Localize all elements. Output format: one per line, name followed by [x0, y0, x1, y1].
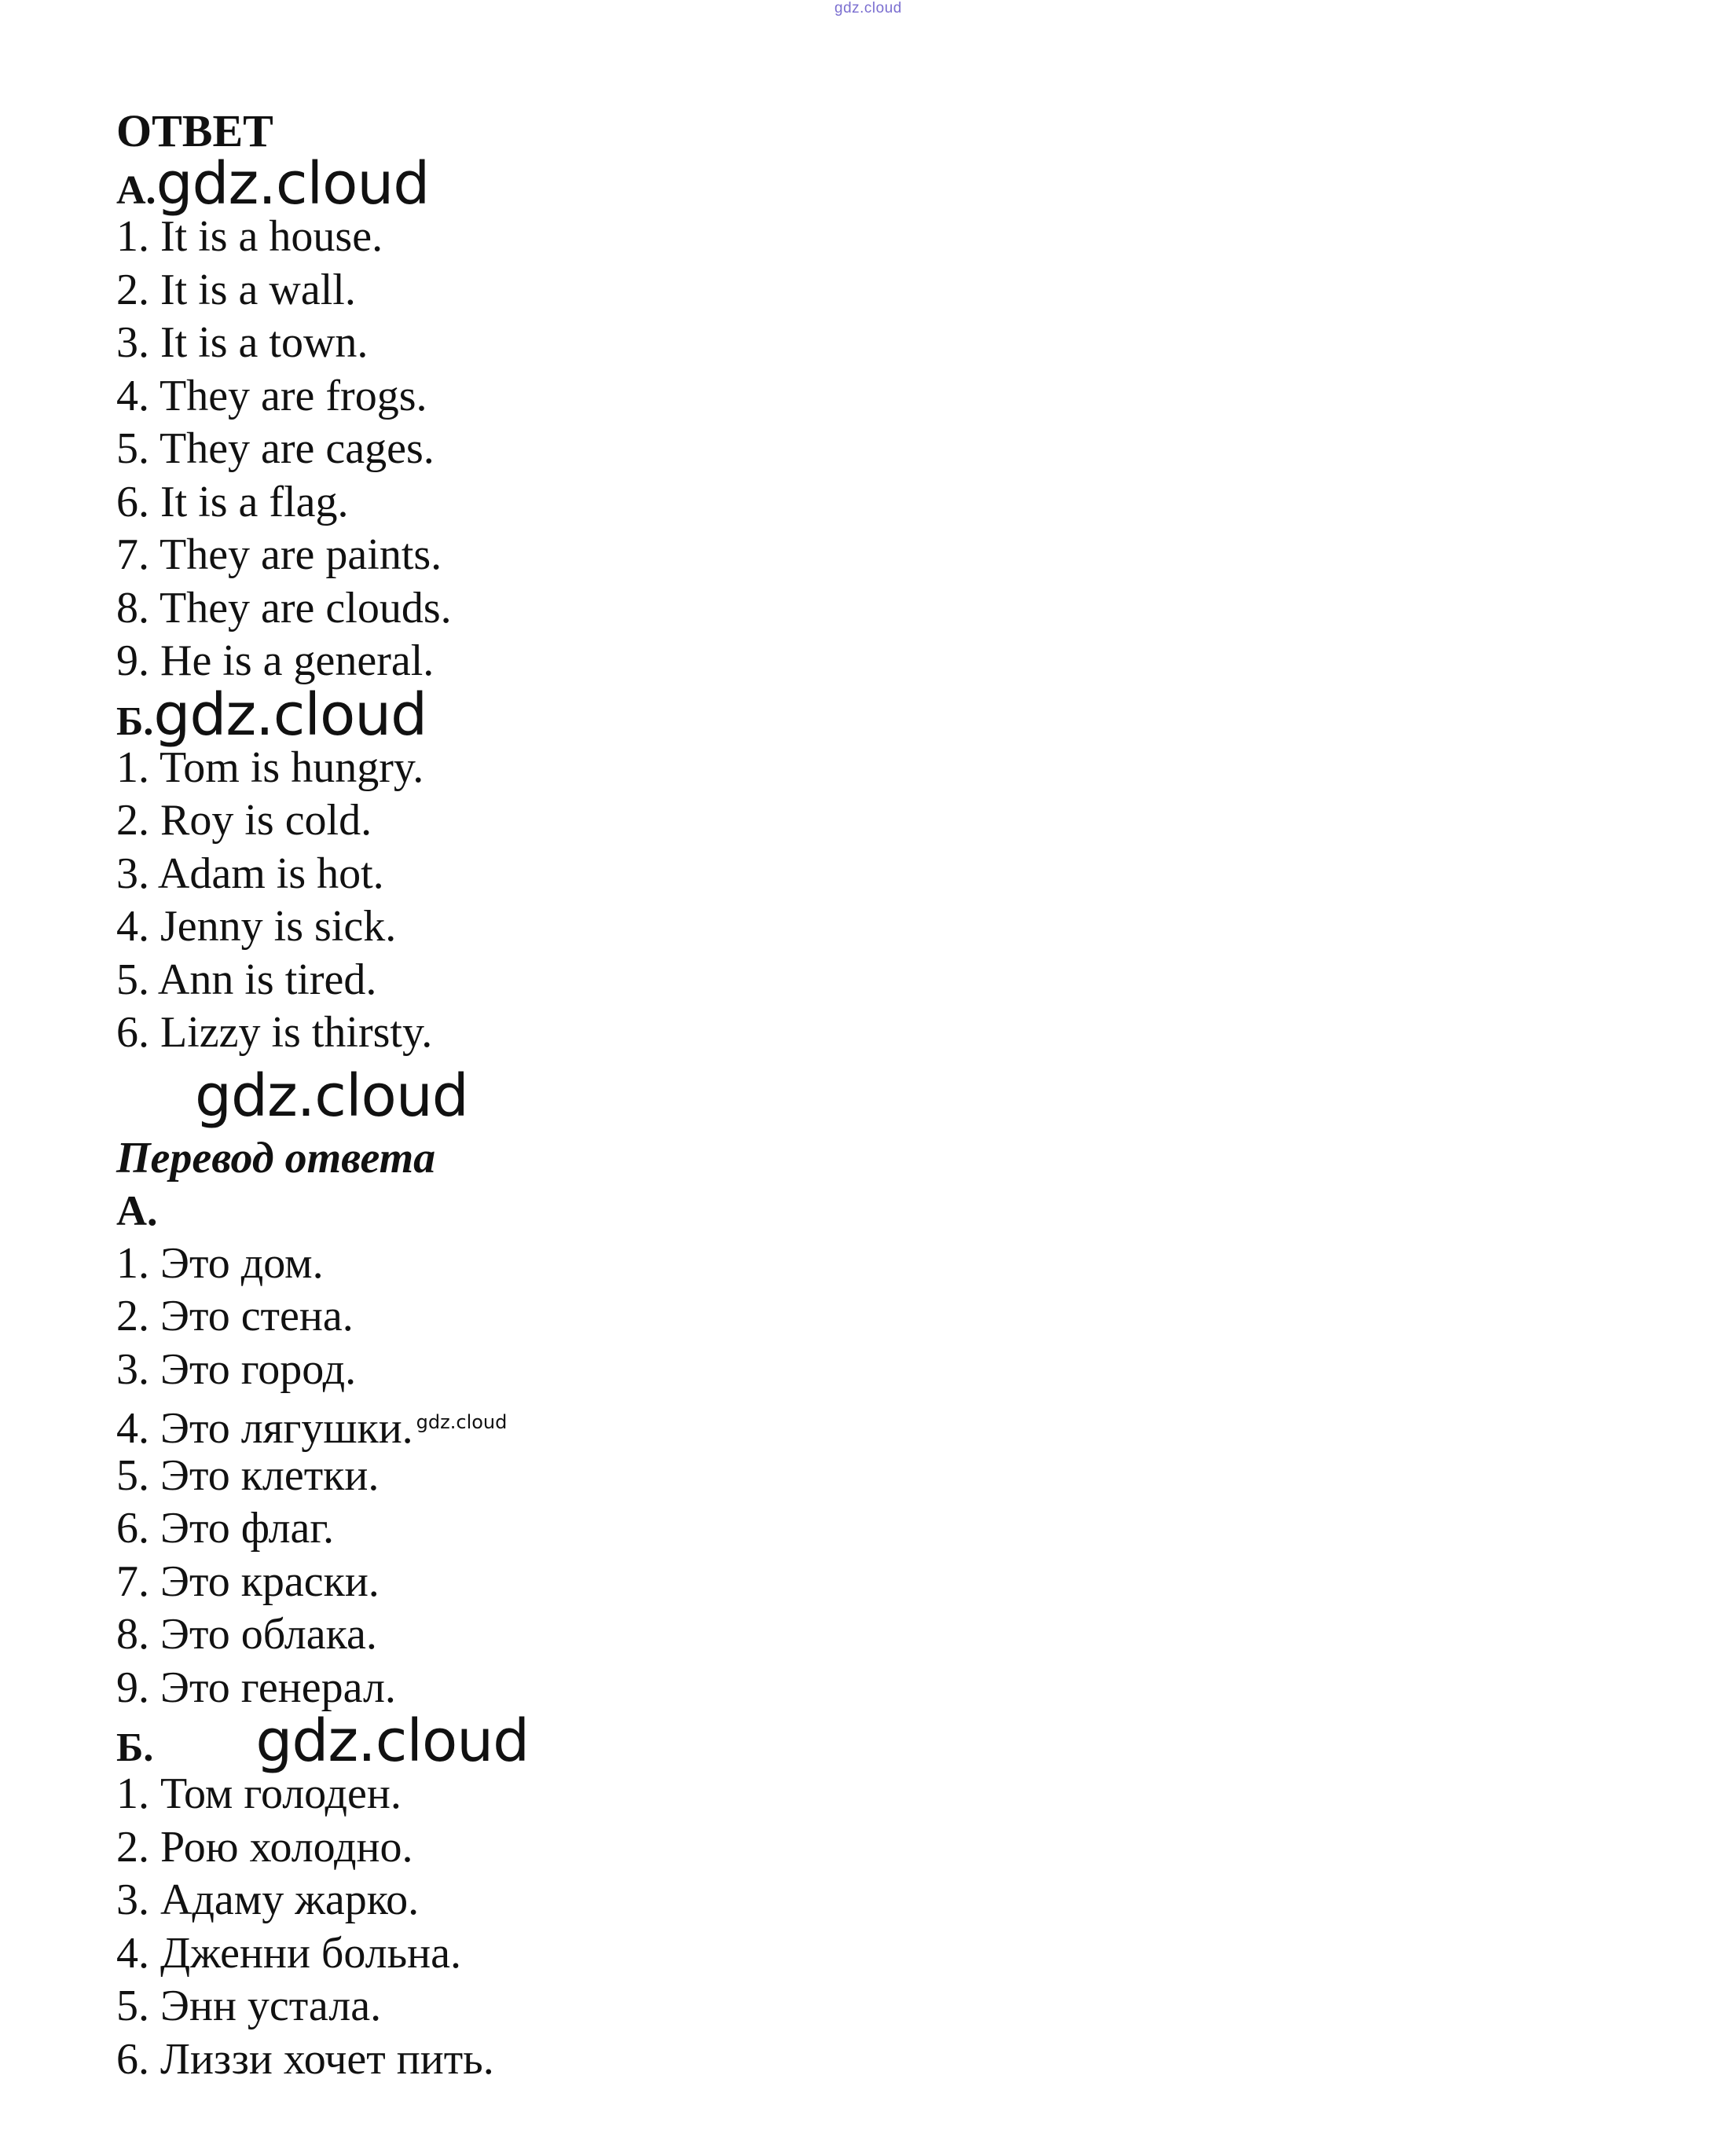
section-b-letter: Б.	[116, 698, 154, 744]
list-item: 1. Это дом.	[116, 1238, 324, 1288]
watermark-small: gdz.cloud	[416, 1411, 508, 1433]
list-item: 2. Roy is cold.	[116, 796, 372, 845]
translation-section-a-label: А.	[116, 1186, 158, 1234]
list-item: 4. Jenny is sick.	[116, 902, 397, 951]
list-item: 6. It is a flag.	[116, 477, 349, 526]
translation-section-a-list	[116, 1238, 1216, 1715]
list-item: 4. They are frogs.	[116, 371, 427, 420]
list-item: 4. Дженни больна.	[116, 1928, 461, 1978]
list-item: 9. He is a general.	[116, 636, 435, 685]
list-item: 6. Lizzy is thirsty.	[116, 1008, 433, 1057]
list-item: 3. Это город.	[116, 1344, 357, 1394]
answer-heading: ОТВЕТ	[116, 105, 273, 156]
list-item: 1. Том голоден.	[116, 1769, 402, 1818]
translation-section-b-label	[116, 1707, 1216, 1775]
section-b-label	[116, 680, 1216, 749]
list-item: 8. They are clouds.	[116, 583, 452, 632]
list-item: 7. They are paints.	[116, 530, 442, 579]
section-a-letter: А.	[116, 168, 156, 213]
list-item-text: 4. Это лягушки.	[116, 1404, 413, 1453]
list-item: 5. Энн устала.	[116, 1982, 382, 2030]
translation-section-b-letter: Б.	[116, 1725, 154, 1770]
section-b-list	[116, 742, 1216, 1060]
list-item: 9. Это генерал.	[116, 1663, 396, 1712]
top-watermark: gdz.cloud	[834, 0, 902, 16]
list-item: 8. Это облака.	[116, 1610, 377, 1659]
list-item: 5. Это клетки.	[116, 1450, 380, 1500]
list-item	[116, 1396, 1216, 1453]
list-item: 7. Это краски.	[116, 1556, 380, 1606]
list-item: 5. They are cages.	[116, 424, 435, 473]
list-item: 2. Рою холодно.	[116, 1822, 413, 1872]
section-a-label	[116, 150, 1216, 218]
translation-title: Перевод ответа	[116, 1133, 436, 1182]
watermark-translation-b: gdz.cloud	[255, 1707, 530, 1775]
section-a-list	[116, 211, 1216, 688]
watermark-middle: gdz.cloud	[195, 1062, 468, 1130]
list-item: 2. It is a wall.	[116, 265, 356, 314]
list-item: 3. Adam is hot.	[116, 849, 384, 898]
list-item: 2. Это стена.	[116, 1292, 354, 1340]
list-item: 1. Tom is hungry.	[116, 742, 424, 792]
answer-document	[116, 105, 1216, 2086]
watermark-section-b: gdz.cloud	[153, 680, 427, 749]
list-item: 1. It is a house.	[116, 212, 383, 261]
translation-section-b-list	[116, 1768, 1216, 2086]
watermark-section-a: gdz.cloud	[156, 150, 430, 218]
list-item: 6. Лиззи хочет пить.	[116, 2034, 494, 2084]
list-item: 3. It is a town.	[116, 318, 369, 367]
list-item: 6. Это флаг.	[116, 1504, 335, 1553]
list-item: 3. Адаму жарко.	[116, 1876, 420, 1924]
list-item: 5. Ann is tired.	[116, 955, 377, 1004]
